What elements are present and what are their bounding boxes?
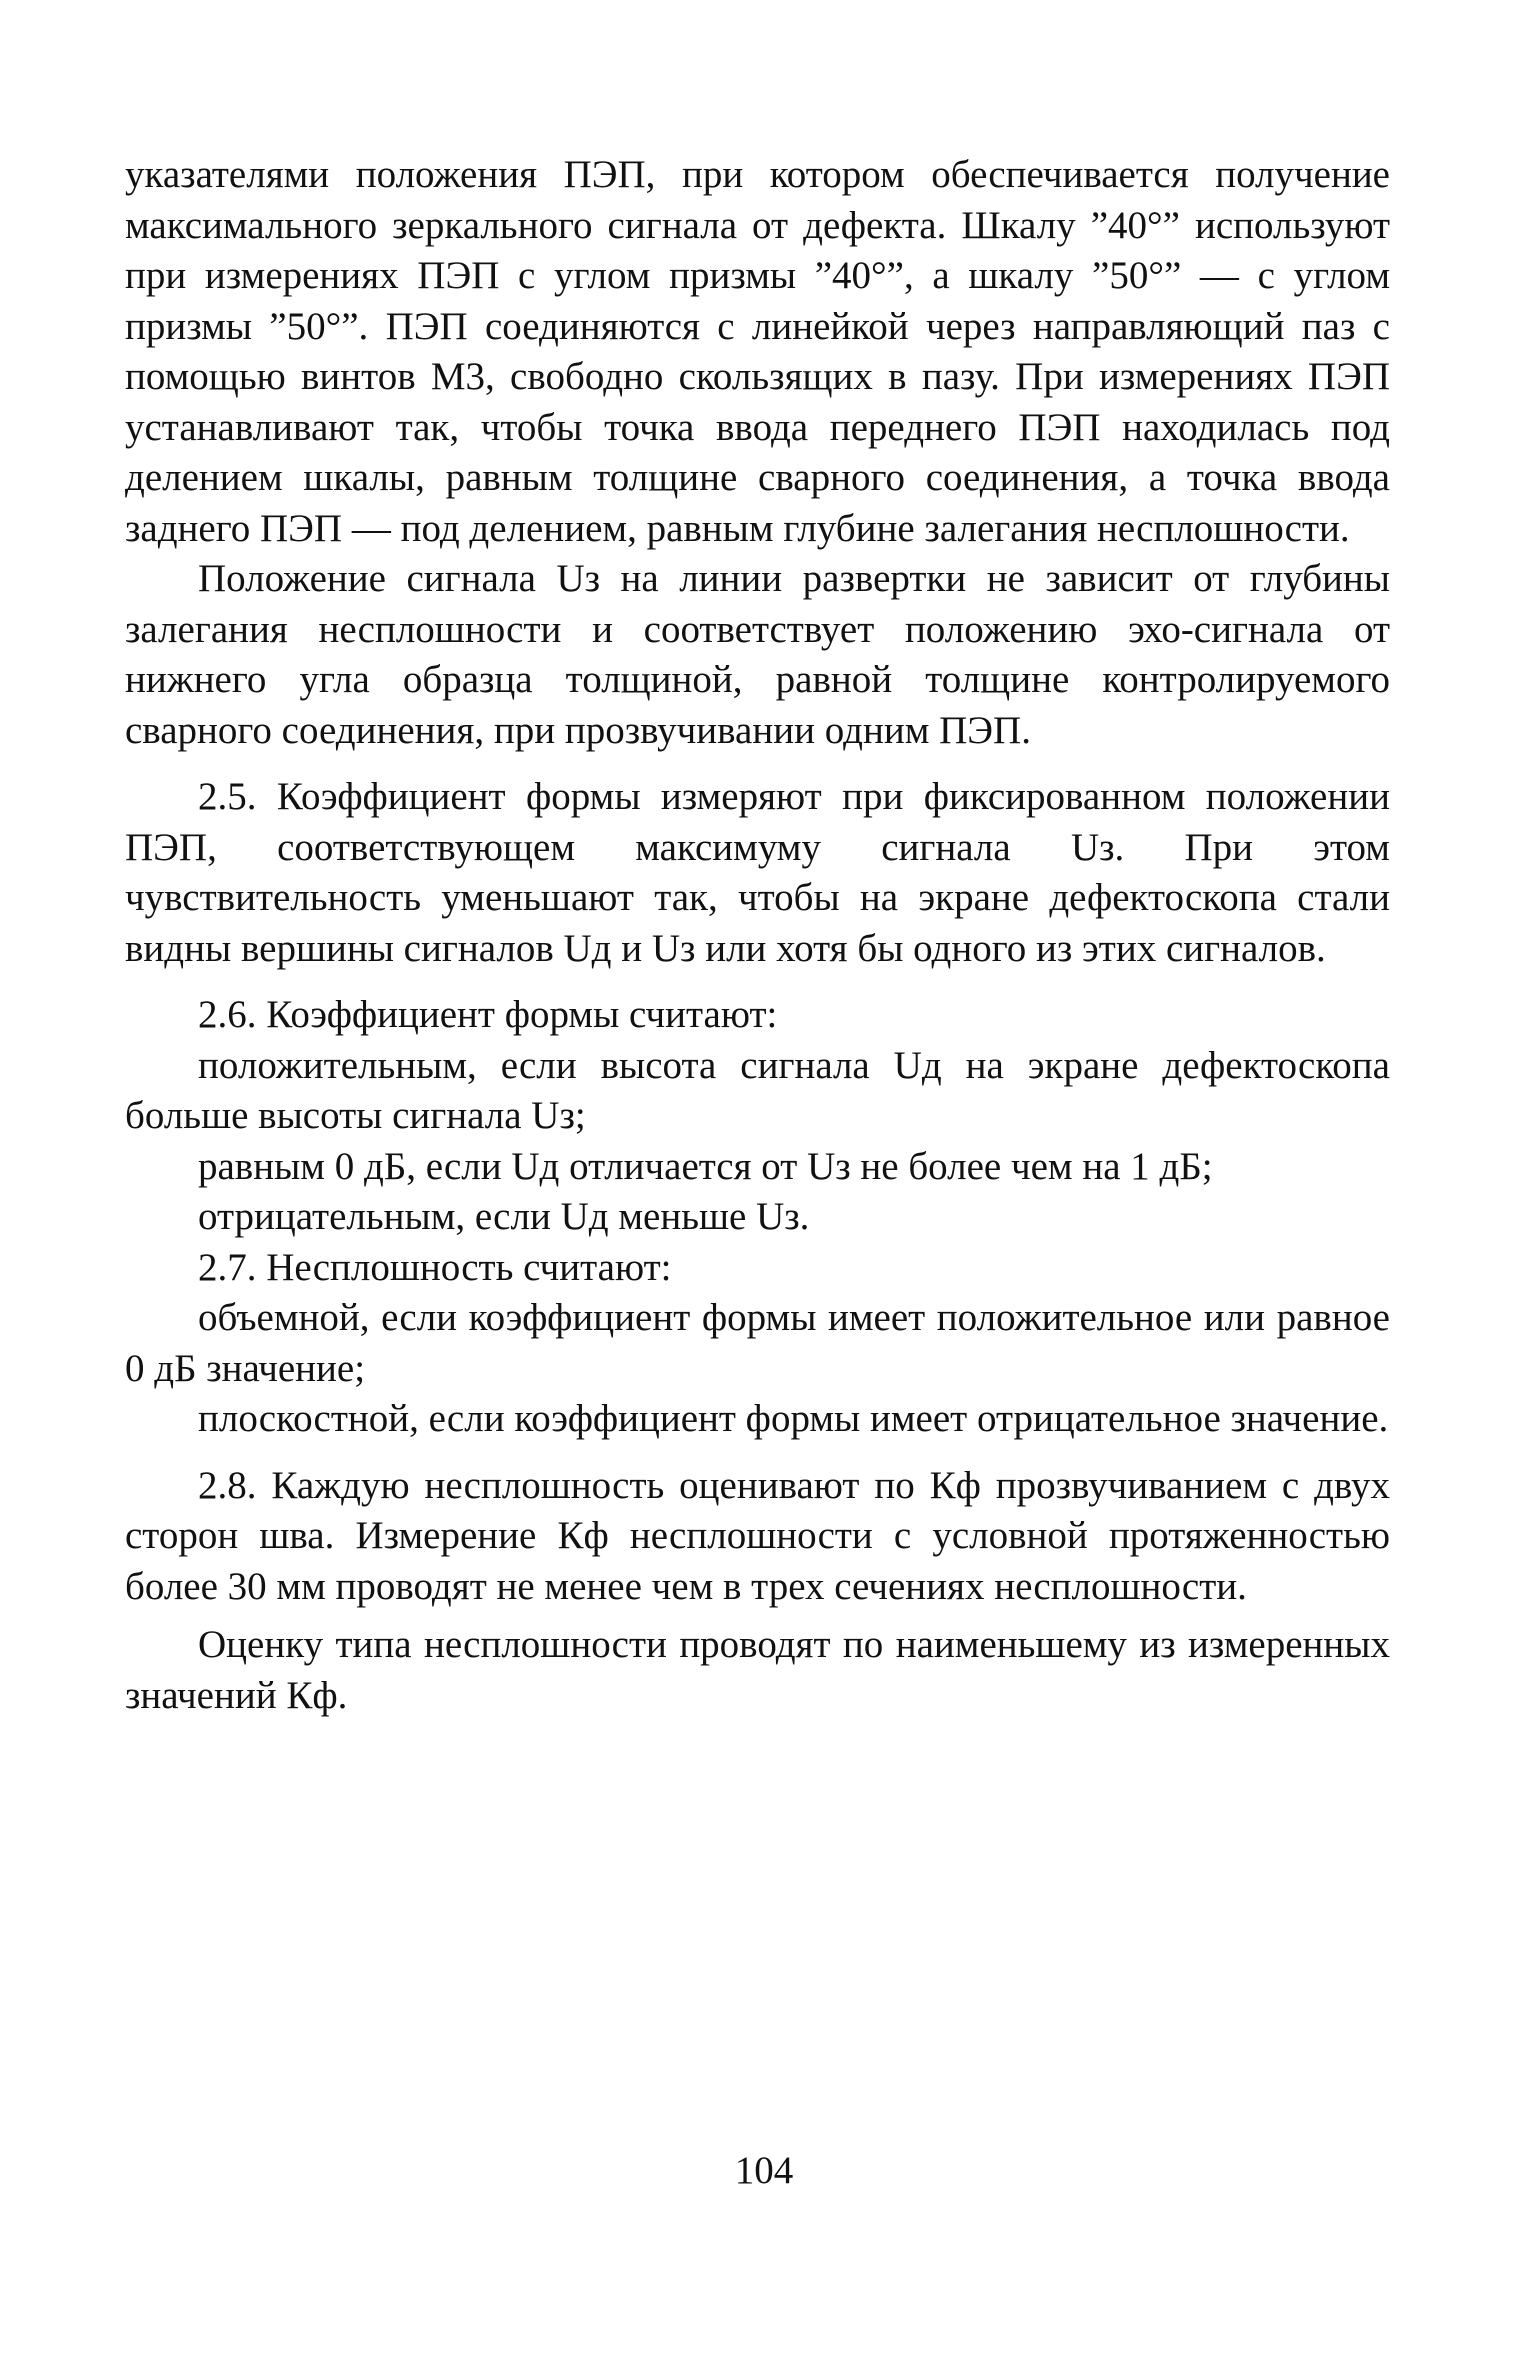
paragraph-3: 2.5. Коэффициент формы измеряют при фиксированном положении ПЭП, соответствующем максимуму сигнала Uз. При этом чувствительность уменьшают так, чтобы на экране дефектоскопа стали видны вершины сигналов Uд и Uз или хотя бы одного из этих сигналов.: [125, 775, 1390, 970]
paragraph-9: объемной, если коэффициент формы имеет положительное или равное 0 дБ значение;: [125, 1296, 1390, 1390]
paragraph-6: равным 0 дБ, если Uд отличается от Uз не более чем на 1 дБ;: [198, 1144, 1213, 1188]
paragraph-2: Положение сигнала Uз на линии развертки не зависит от глубины залегания несплошности и соответствует положению эхо-сигнала от нижнего угла образца толщиной, равной толщине контролируемого сварного соединения, при прозвучивании одним ПЭП.: [125, 557, 1390, 752]
paragraph-8: 2.7. Несплошность считают:: [198, 1245, 672, 1289]
paragraph-5: положительным, если высота сигнала Uд на экране дефектоскопа больше высоты сигнала Uз;: [125, 1043, 1390, 1137]
paragraph-1: указателями положения ПЭП, при котором обеспечивается получение максимального зеркального сигнала от дефекта. Шкалу ”40°” используют при измерениях ПЭП с углом призмы ”40°”, а шкалу ”50°” — с углом призмы ”50°”. ПЭП соединяются с линейкой через направляющий паз с помощью винтов М3, свободно скользящих в пазу. При измерениях ПЭП устанавливают так, чтобы точка ввода переднего ПЭП находилась под делением шкалы, равным толщине сварного соединения, а точка ввода заднего ПЭП — под делением, равным глубине залегания несплошности.: [125, 153, 1390, 550]
paragraph-7: отрицательным, если Uд меньше Uз.: [198, 1195, 810, 1238]
page-body: [125, 150, 1390, 1721]
paragraph-4: 2.6. Коэффициент формы считают:: [198, 993, 778, 1036]
page-number: 104: [734, 2149, 794, 2192]
paragraph-10: плоскостной, если коэффициент формы имеет отрицательное значение.: [198, 1397, 1389, 1440]
paragraph-11: 2.8. Каждую несплошность оценивают по Кф прозвучиванием с двух сторон шва. Измерение Кф несплошности с условной протяженностью более 30 мм проводят не менее чем в трех сечениях несплошности.: [125, 1463, 1390, 1608]
paragraph-12: Оценку типа несплошности проводят по наименьшему из измеренных значений Кф.: [125, 1623, 1390, 1717]
